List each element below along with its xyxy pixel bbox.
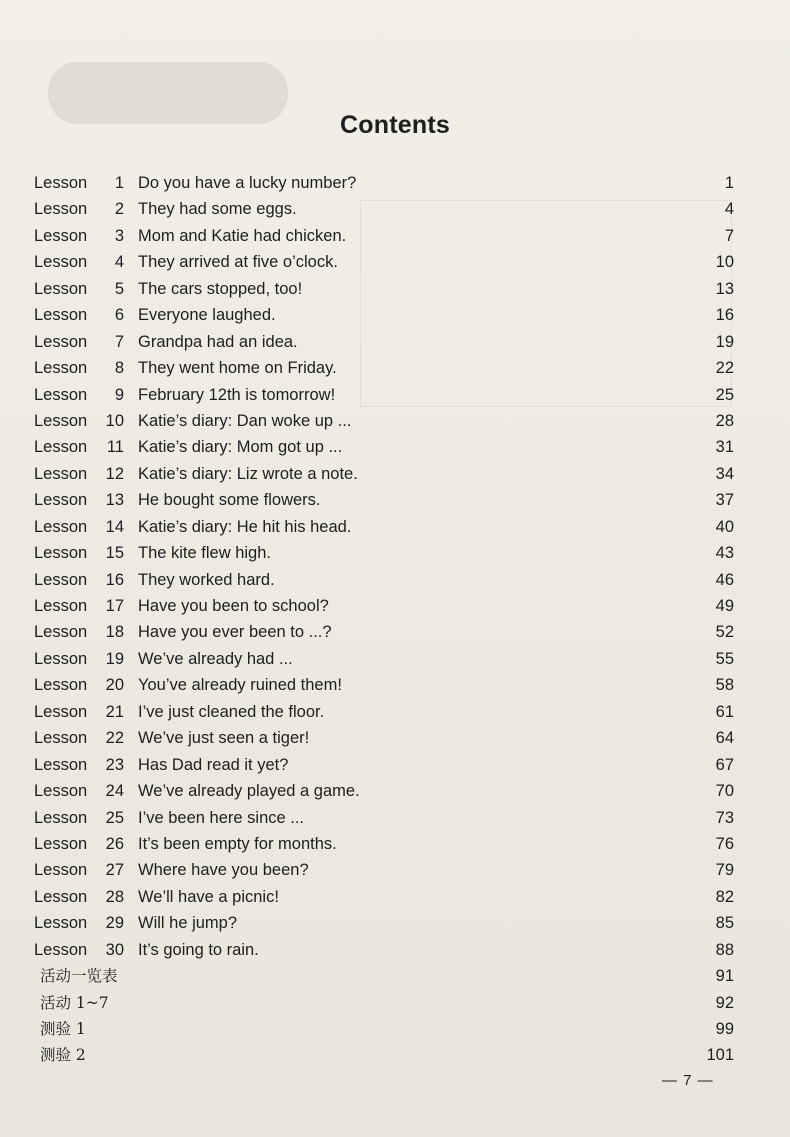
page-number: 4 bbox=[724, 200, 734, 219]
page-number: 37 bbox=[715, 491, 734, 510]
page-number: 46 bbox=[715, 570, 734, 589]
lesson-title: You’ve already ruined them! bbox=[138, 676, 342, 695]
lesson-title: The cars stopped, too! bbox=[138, 279, 303, 298]
lesson-number: 10 bbox=[105, 411, 124, 430]
page-number: 10 bbox=[715, 253, 734, 272]
toc-lesson-row bbox=[0, 276, 790, 302]
lesson-word: Lesson bbox=[34, 279, 88, 298]
toc-lesson-row bbox=[0, 408, 790, 434]
lesson-number: 9 bbox=[114, 385, 124, 404]
lesson-title: It’s been empty for months. bbox=[138, 834, 337, 853]
lesson-number: 20 bbox=[105, 676, 124, 695]
toc-lesson-row bbox=[0, 805, 790, 831]
lesson-title: They worked hard. bbox=[138, 570, 275, 589]
page-number: 22 bbox=[715, 359, 734, 378]
page-number: 13 bbox=[715, 279, 734, 298]
toc-lesson-row bbox=[0, 223, 790, 249]
lesson-word: Lesson bbox=[34, 544, 88, 563]
lesson-word: Lesson bbox=[34, 861, 88, 880]
lesson-number: 6 bbox=[114, 306, 124, 325]
toc-lesson-row bbox=[0, 487, 790, 513]
lesson-word: Lesson bbox=[34, 438, 88, 457]
lesson-word: Lesson bbox=[34, 491, 88, 510]
lesson-title: Have you ever been to ...? bbox=[138, 623, 332, 642]
lesson-word: Lesson bbox=[34, 623, 88, 642]
lesson-number: 17 bbox=[105, 597, 124, 615]
lesson-number: 15 bbox=[105, 544, 124, 563]
extra-title: 活动 1~7 bbox=[40, 993, 109, 1012]
lesson-word: Lesson bbox=[34, 226, 88, 245]
lesson-number: 24 bbox=[105, 782, 124, 801]
toc-lesson-row bbox=[0, 699, 790, 725]
lesson-number: 2 bbox=[114, 200, 124, 219]
lesson-title: Mom and Katie had chicken. bbox=[138, 226, 347, 245]
toc-lesson-row bbox=[0, 646, 790, 672]
lesson-title: Where have you been? bbox=[138, 861, 309, 880]
lesson-title: The kite flew high. bbox=[138, 544, 271, 563]
toc-lesson-row bbox=[0, 196, 790, 222]
extra-title: 活动一览表 bbox=[40, 967, 118, 986]
toc-lesson-row bbox=[0, 302, 790, 328]
lesson-word: Lesson bbox=[34, 755, 88, 774]
page-number: 70 bbox=[715, 782, 734, 801]
lesson-number: 1 bbox=[114, 174, 124, 192]
toc-lesson-row bbox=[0, 540, 790, 566]
page-number: 76 bbox=[715, 834, 734, 853]
lesson-word: Lesson bbox=[34, 702, 88, 721]
lesson-number: 11 bbox=[106, 438, 124, 457]
page-number: 88 bbox=[715, 940, 734, 959]
lesson-number: 29 bbox=[105, 914, 124, 933]
toc-lesson-row bbox=[0, 382, 790, 408]
lesson-word: Lesson bbox=[34, 253, 88, 272]
lesson-title: February 12th is tomorrow! bbox=[138, 385, 336, 404]
page-number: 73 bbox=[715, 808, 734, 827]
page-number: 52 bbox=[715, 623, 734, 642]
lesson-title: Everyone laughed. bbox=[138, 306, 276, 325]
toc-lesson-row bbox=[0, 461, 790, 487]
page-number: 67 bbox=[715, 755, 734, 774]
toc-lesson-row bbox=[0, 249, 790, 275]
toc-lesson-row bbox=[0, 752, 790, 778]
lesson-word: Lesson bbox=[34, 200, 88, 219]
toc-lesson-row bbox=[0, 329, 790, 355]
lesson-number: 30 bbox=[105, 940, 124, 959]
lesson-title: They had some eggs. bbox=[138, 200, 297, 219]
lesson-title: We’ve already had ... bbox=[138, 649, 293, 668]
lesson-number: 16 bbox=[105, 570, 124, 589]
lesson-number: 22 bbox=[105, 729, 124, 748]
page-number: 61 bbox=[715, 702, 734, 721]
page-number: 92 bbox=[715, 993, 734, 1012]
lesson-title: They went home on Friday. bbox=[138, 359, 337, 378]
toc-lesson-row bbox=[0, 910, 790, 936]
page-number: 79 bbox=[715, 861, 734, 880]
lesson-title: Has Dad read it yet? bbox=[138, 755, 289, 774]
lesson-word: Lesson bbox=[34, 174, 88, 192]
lesson-word: Lesson bbox=[34, 332, 88, 351]
lesson-number: 28 bbox=[105, 887, 124, 906]
page-number: 55 bbox=[715, 649, 734, 668]
lesson-number: 19 bbox=[105, 649, 124, 668]
lesson-title: Katie’s diary: Liz wrote a note. bbox=[138, 464, 358, 483]
page-number: 31 bbox=[715, 438, 734, 457]
toc-lesson-row bbox=[0, 672, 790, 698]
lesson-number: 13 bbox=[105, 491, 124, 510]
toc-lesson-row bbox=[0, 514, 790, 540]
lesson-number: 7 bbox=[114, 332, 124, 351]
extra-title: 测验 2 bbox=[40, 1046, 86, 1065]
page-number: 7 bbox=[724, 226, 734, 245]
lesson-title: He bought some flowers. bbox=[138, 491, 321, 510]
toc-lesson-row bbox=[0, 567, 790, 593]
lesson-title: Have you been to school? bbox=[138, 597, 329, 615]
toc-extra-row bbox=[0, 1016, 790, 1042]
page-number: 101 bbox=[706, 1046, 734, 1065]
lesson-word: Lesson bbox=[34, 834, 88, 853]
page-number: 99 bbox=[715, 1020, 734, 1038]
lesson-title: Katie’s diary: He hit his head. bbox=[138, 517, 352, 536]
lesson-title: Katie’s diary: Dan woke up ... bbox=[138, 411, 352, 430]
lesson-word: Lesson bbox=[34, 306, 88, 325]
lesson-title: Grandpa had an idea. bbox=[138, 332, 298, 351]
page-number: 25 bbox=[715, 385, 734, 404]
page-number: 16 bbox=[715, 306, 734, 325]
lesson-number: 26 bbox=[105, 834, 124, 853]
lesson-number: 14 bbox=[105, 517, 124, 536]
page-number: 34 bbox=[715, 464, 734, 483]
table-of-contents bbox=[0, 170, 790, 1069]
lesson-word: Lesson bbox=[34, 570, 88, 589]
lesson-number: 4 bbox=[114, 253, 124, 272]
toc-lesson-row bbox=[0, 884, 790, 910]
page-number: 58 bbox=[715, 676, 734, 695]
toc-lesson-row bbox=[0, 857, 790, 883]
page-number: 43 bbox=[715, 544, 734, 563]
toc-lesson-row bbox=[0, 831, 790, 857]
lesson-title: I’ve been here since ... bbox=[138, 808, 305, 827]
lesson-word: Lesson bbox=[34, 729, 88, 748]
lesson-word: Lesson bbox=[34, 649, 88, 668]
toc-extra-row bbox=[0, 990, 790, 1016]
lesson-word: Lesson bbox=[34, 464, 88, 483]
toc-lesson-row bbox=[0, 593, 790, 619]
lesson-number: 23 bbox=[105, 755, 124, 774]
page-number: 82 bbox=[715, 887, 734, 906]
lesson-title: Do you have a lucky number? bbox=[138, 174, 357, 192]
lesson-number: 21 bbox=[105, 702, 124, 721]
lesson-number: 18 bbox=[105, 623, 124, 642]
lesson-title: It’s going to rain. bbox=[138, 940, 259, 959]
lesson-number: 25 bbox=[105, 808, 124, 827]
page-number: 49 bbox=[715, 597, 734, 615]
page-number: 64 bbox=[715, 729, 734, 748]
lesson-number: 27 bbox=[105, 861, 124, 880]
lesson-title: Will he jump? bbox=[138, 914, 238, 933]
lesson-word: Lesson bbox=[34, 782, 88, 801]
lesson-number: 3 bbox=[114, 226, 124, 245]
lesson-title: We’ll have a picnic! bbox=[138, 887, 279, 906]
page-number: 19 bbox=[715, 332, 734, 351]
page-number: 1 bbox=[724, 174, 734, 192]
lesson-word: Lesson bbox=[34, 517, 88, 536]
lesson-number: 8 bbox=[114, 359, 124, 378]
page-number: 40 bbox=[715, 517, 734, 536]
page-number: 85 bbox=[715, 914, 734, 933]
toc-lesson-row bbox=[0, 170, 790, 196]
lesson-word: Lesson bbox=[34, 914, 88, 933]
lesson-title: Katie’s diary: Mom got up ... bbox=[138, 438, 343, 457]
page-number: 28 bbox=[715, 411, 734, 430]
lesson-title: We’ve already played a game. bbox=[138, 782, 360, 801]
extra-title: 测验 1 bbox=[40, 1020, 86, 1038]
lesson-title: I’ve just cleaned the floor. bbox=[138, 702, 325, 721]
toc-lesson-row bbox=[0, 937, 790, 963]
lesson-word: Lesson bbox=[34, 597, 88, 615]
page-number: 91 bbox=[715, 967, 734, 986]
lesson-word: Lesson bbox=[34, 676, 88, 695]
page-number-footer: — 7 — bbox=[662, 1072, 714, 1089]
lesson-number: 12 bbox=[105, 464, 124, 483]
lesson-title: They arrived at five o’clock. bbox=[138, 253, 338, 272]
page-title: Contents bbox=[340, 111, 450, 139]
toc-extra-row bbox=[0, 1042, 790, 1068]
toc-lesson-row bbox=[0, 434, 790, 460]
lesson-word: Lesson bbox=[34, 887, 88, 906]
lesson-word: Lesson bbox=[34, 385, 88, 404]
toc-lesson-row bbox=[0, 355, 790, 381]
toc-lesson-row bbox=[0, 725, 790, 751]
lesson-number: 5 bbox=[114, 279, 124, 298]
lesson-word: Lesson bbox=[34, 411, 88, 430]
toc-lesson-row bbox=[0, 778, 790, 804]
lesson-word: Lesson bbox=[34, 359, 88, 378]
lesson-word: Lesson bbox=[34, 940, 88, 959]
lesson-word: Lesson bbox=[34, 808, 88, 827]
toc-extra-row bbox=[0, 963, 790, 989]
lesson-title: We’ve just seen a tiger! bbox=[138, 729, 310, 748]
toc-lesson-row bbox=[0, 619, 790, 645]
